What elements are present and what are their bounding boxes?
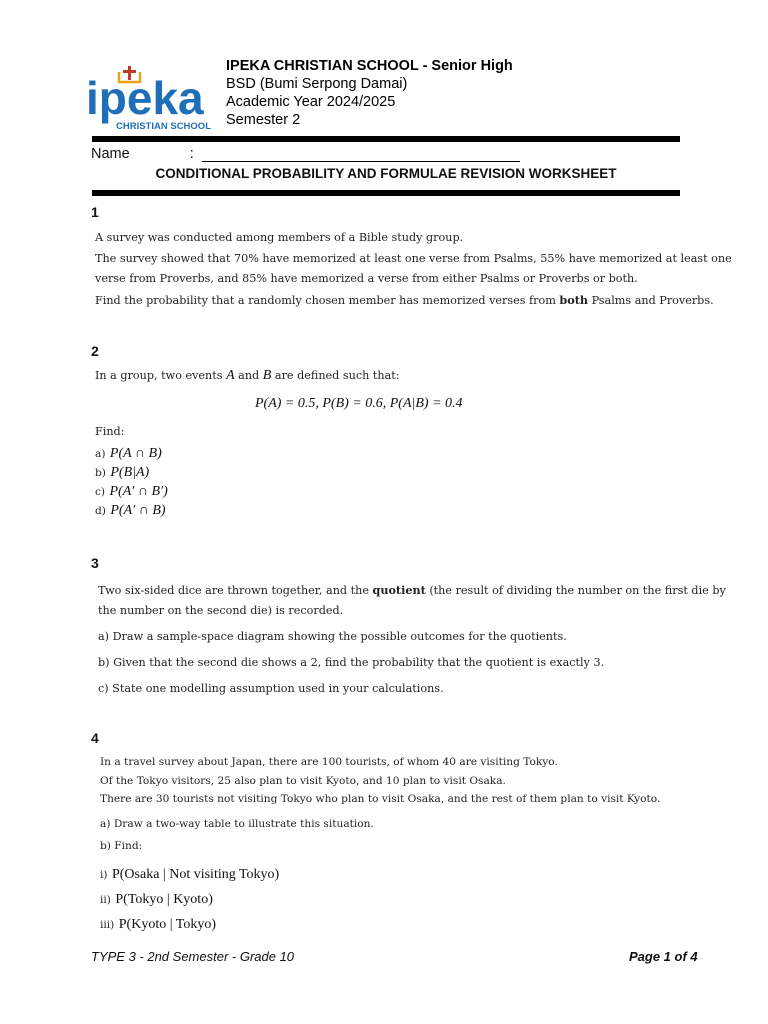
question-4-part-i: i) P(Osaka | Not visiting Tokyo) [100, 867, 280, 882]
school-name: IPEKA CHRISTIAN SCHOOL - Senior High [226, 58, 513, 74]
question-2-part-a: a) P(A ∩ B) [95, 446, 162, 461]
question-2-parts [95, 444, 168, 520]
logo-subtext: CHRISTIAN SCHOOL [116, 121, 211, 132]
question-4-part-b: b) Find: [100, 840, 143, 852]
semester: Semester 2 [226, 112, 301, 128]
question-1-line: Find the probability that a randomly chosen member has memorized verses from both Psalms and Proverbs. [95, 292, 714, 307]
school-logo [84, 62, 220, 132]
page-number: Page 1 of 4 [629, 949, 698, 964]
question-3-part-b: b) Given that the second die shows a 2, find the probability that the quotient is exactly 3. [98, 656, 605, 669]
question-1-text [95, 228, 732, 311]
header-rule-bottom [92, 190, 680, 196]
question-4-part-ii: ii) P(Tokyo | Kyoto) [100, 892, 213, 907]
question-4-part-iii: iii) P(Kyoto | Tokyo) [100, 917, 216, 932]
header-rule-top [92, 136, 680, 142]
question-3-part-c: c) State one modelling assumption used in your calculations. [98, 682, 444, 695]
question-4-line: In a travel survey about Japan, there are 100 tourists, of whom 40 are visiting Tokyo. [100, 756, 558, 768]
logo-graphic [84, 62, 220, 132]
school-location: BSD (Bumi Serpong Damai) [226, 76, 408, 92]
question-2-number: 2 [91, 343, 99, 359]
question-4-line: There are 30 tourists not visiting Tokyo who plan to visit Osaka, and the rest of them plan to visit Kyoto. [100, 793, 661, 805]
name-label: Name [91, 146, 130, 162]
question-4-text [100, 753, 660, 856]
question-3-line: Two six-sided dice are thrown together, and the quotient (the result of dividing the number on the first die by [98, 583, 726, 597]
question-3-text [98, 580, 726, 699]
question-4-part-a: a) Draw a two-way table to illustrate this situation. [100, 817, 374, 830]
question-1-line: verse from Proverbs, and 85% have memorized a verse from either Psalms or Proverbs or both. [95, 272, 638, 285]
question-2-intro: In a group, two events A and B are defined such that: [95, 368, 400, 383]
question-4-line: Of the Tokyo visitors, 25 also plan to visit Kyoto, and 10 plan to visit Osaka. [100, 774, 506, 787]
question-1-line: A survey was conducted among members of a Bible study group. [95, 231, 464, 244]
question-2-given: P(A) = 0.5, P(B) = 0.6, P(A|B) = 0.4 [255, 396, 463, 411]
question-3-part-a: a) Draw a sample-space diagram showing the possible outcomes for the quotients. [98, 630, 567, 643]
question-3-line: the number on the second die) is recorded. [98, 604, 344, 617]
question-4-parts [100, 862, 279, 937]
name-colon: : [189, 146, 194, 162]
academic-year: Academic Year 2024/2025 [226, 94, 396, 110]
worksheet-title: CONDITIONAL PROBABILITY AND FORMULAE REVISION WORKSHEET [155, 166, 617, 181]
question-2-part-b: b) P(B|A) [95, 465, 150, 480]
name-row [91, 146, 520, 162]
question-3-number: 3 [91, 555, 99, 571]
footer-left: TYPE 3 - 2nd Semester - Grade 10 [91, 949, 295, 964]
name-field[interactable] [202, 147, 520, 162]
question-1-number: 1 [91, 204, 99, 220]
question-1-line: The survey showed that 70% have memorized at least one verse from Psalms, 55% have memorized at least one [95, 251, 732, 265]
question-2-part-c: c) P(A′ ∩ B′) [95, 484, 168, 499]
question-4-number: 4 [91, 730, 99, 746]
question-2-find: Find: [95, 425, 125, 438]
logo-wordmark: ipeka [86, 72, 204, 124]
question-2-part-d: d) P(A′ ∩ B) [95, 503, 166, 518]
